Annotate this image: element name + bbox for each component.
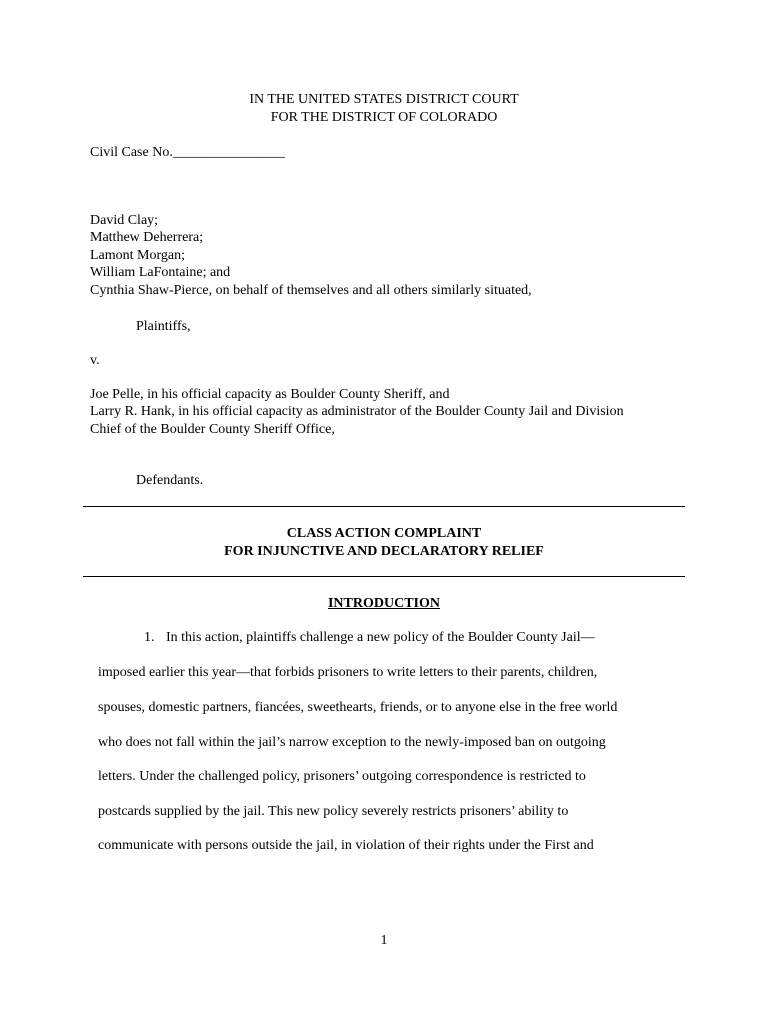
page-number: 1 (380, 933, 388, 948)
defendant-line: Joe Pelle, in his official capacity as Boulder County Sheriff, and (90, 387, 450, 402)
top-divider (83, 506, 685, 507)
versus: v. (90, 353, 100, 368)
case-number: Civil Case No.________________ (90, 145, 285, 160)
defendants-list (90, 386, 624, 438)
plaintiffs-list (90, 212, 532, 299)
paragraph-number: 1. (144, 630, 155, 645)
defendants-label: Defendants. (136, 473, 204, 488)
paragraph-line: postcards supplied by the jail. This new policy severely restricts prisoners’ ability to (98, 804, 569, 819)
defendant-line: Larry R. Hank, in his official capacity as administrator of the Boulder County Jail and Division (90, 404, 624, 420)
paragraph-line: letters. Under the challenged policy, prisoners’ outgoing correspondence is restricted to (98, 769, 586, 784)
court-name-line2: FOR THE DISTRICT OF COLORADO (270, 110, 498, 125)
plaintiffs-label: Plaintiffs, (136, 319, 191, 334)
plaintiff-name: Lamont Morgan; (90, 247, 186, 263)
complaint-title-line2: FOR INJUNCTIVE AND DECLARATORY RELIEF (224, 544, 544, 559)
section-heading: INTRODUCTION (327, 596, 440, 611)
paragraph-line: In this action, plaintiffs challenge a new policy of the Boulder County Jail— (166, 630, 595, 645)
bottom-divider (83, 576, 685, 577)
court-name-line1: IN THE UNITED STATES DISTRICT COURT (249, 92, 519, 107)
paragraph-line: spouses, domestic partners, fiancées, sweethearts, friends, or to anyone else in the free world (98, 700, 618, 715)
plaintiff-name: David Clay; (90, 213, 159, 228)
plaintiff-name: Cynthia Shaw-Pierce, on behalf of themselves and all others similarly situated, (90, 282, 532, 298)
defendant-line: Chief of the Boulder County Sheriff Office, (90, 421, 335, 437)
complaint-title-line1: CLASS ACTION COMPLAINT (286, 526, 482, 541)
paragraph-line: imposed earlier this year—that forbids prisoners to write letters to their parents, children, (98, 665, 598, 680)
plaintiff-name: William LaFontaine; and (90, 265, 231, 281)
paragraph-line: communicate with persons outside the jail, in violation of their rights under the First and (98, 838, 594, 853)
plaintiff-name: Matthew Deherrera; (90, 230, 204, 246)
paragraph-line: who does not fall within the jail’s narrow exception to the newly-imposed ban on outgoing (98, 735, 606, 750)
